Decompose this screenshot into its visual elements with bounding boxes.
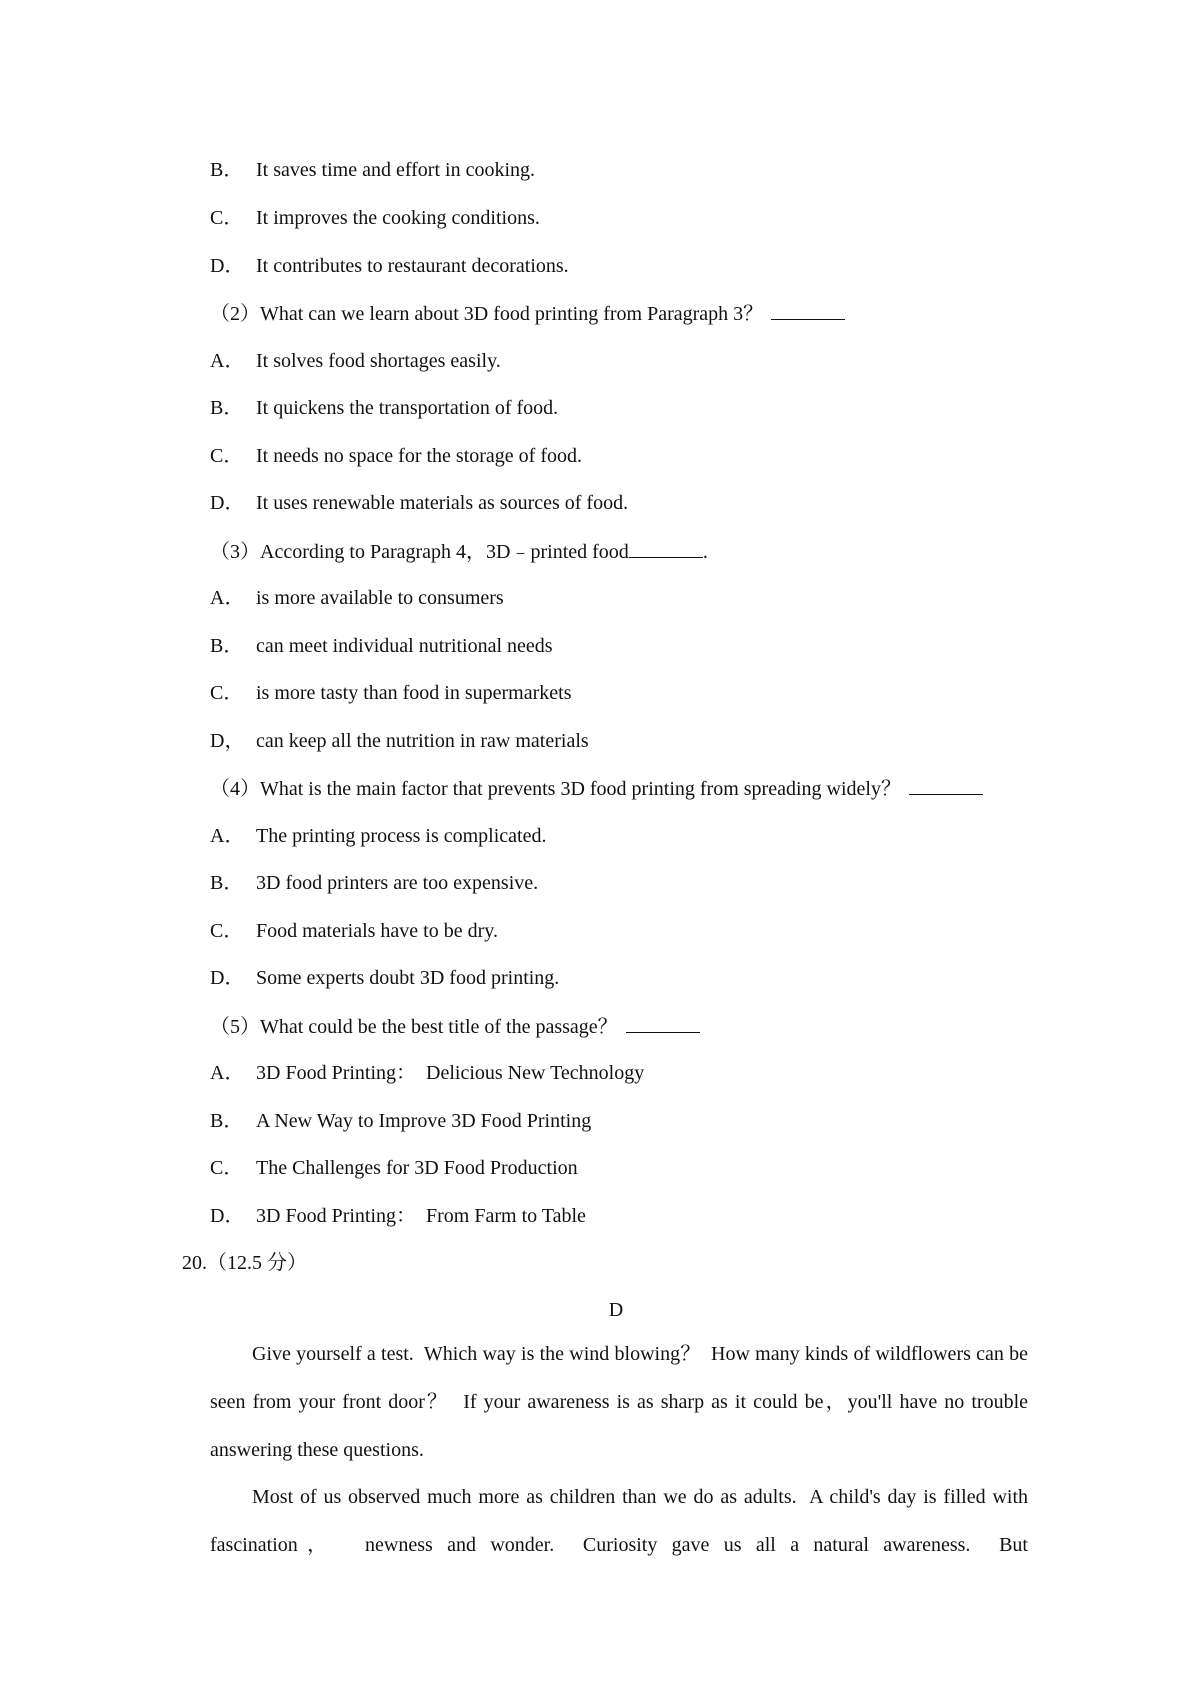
option-letter: D． bbox=[210, 967, 245, 989]
q5-option-b bbox=[210, 1109, 591, 1133]
q5-option-a bbox=[210, 1061, 644, 1085]
option-letter: D， bbox=[210, 730, 245, 752]
q3-option-c bbox=[210, 681, 572, 705]
q1-option-b bbox=[210, 158, 535, 182]
q4-option-a bbox=[210, 824, 546, 848]
q2-option-c bbox=[210, 444, 582, 468]
question-20-heading: 20.（12.5 分） bbox=[182, 1252, 307, 1274]
q2-option-d bbox=[210, 491, 628, 515]
q5-option-d bbox=[210, 1204, 586, 1228]
option-text: A New Way to Improve 3D Food Printing bbox=[256, 1110, 592, 1132]
option-letter: D． bbox=[210, 255, 245, 277]
option-text: It quickens the transportation of food. bbox=[256, 397, 559, 419]
question-text: （2）What can we learn about 3D food printing from Paragraph 3？ bbox=[210, 303, 764, 325]
answer-blank bbox=[629, 539, 703, 558]
q4-stem bbox=[210, 776, 983, 801]
option-letter: D． bbox=[210, 492, 245, 514]
option-text: 3D Food Printing： From Farm to Table bbox=[256, 1205, 586, 1227]
q2-option-a bbox=[210, 349, 501, 373]
option-letter: C． bbox=[210, 207, 244, 229]
option-text: can meet individual nutritional needs bbox=[256, 635, 553, 657]
q1-option-c bbox=[210, 206, 540, 230]
q3-option-d bbox=[210, 729, 589, 753]
option-letter: C． bbox=[210, 1157, 244, 1179]
option-text: It saves time and effort in cooking. bbox=[256, 159, 536, 181]
option-text: Some experts doubt 3D food printing. bbox=[256, 967, 560, 989]
passage-paragraph-2 bbox=[210, 1473, 1033, 1569]
option-letter: A． bbox=[210, 350, 245, 372]
question-text: （3）According to Paragraph 4，3D﹣printed food bbox=[210, 541, 629, 563]
question-text: （4）What is the main factor that prevents 3D food printing from spreading widely？ bbox=[210, 778, 901, 800]
paragraph-text: Give yourself a test. Which way is the wind blowing？ How many kinds of wildflowers can be seen from your front door？ If your awareness is as sharp as it could be，you'll have no trouble answering these questions. bbox=[210, 1343, 1033, 1461]
q2-option-b bbox=[210, 396, 558, 420]
q2-stem bbox=[210, 301, 845, 326]
q1-option-d bbox=[210, 254, 569, 278]
option-text: It contributes to restaurant decorations. bbox=[256, 255, 569, 277]
option-letter: A． bbox=[210, 587, 245, 609]
answer-blank bbox=[626, 1014, 700, 1033]
option-letter: C． bbox=[210, 920, 244, 942]
option-text: It solves food shortages easily. bbox=[256, 350, 501, 372]
option-text: The printing process is complicated. bbox=[256, 825, 547, 847]
option-letter: C． bbox=[210, 682, 244, 704]
q3-stem bbox=[210, 539, 708, 564]
option-text: is more tasty than food in supermarkets bbox=[256, 682, 572, 704]
option-text: 3D food printers are too expensive. bbox=[256, 872, 539, 894]
answer-blank bbox=[771, 301, 845, 320]
paragraph-text: Most of us observed much more as children than we do as adults. A child's day is filled with fascination， newness and wonder. Curiosity gave us all a natural awareness. But bbox=[210, 1486, 1033, 1556]
q5-option-c bbox=[210, 1156, 578, 1180]
option-letter: C． bbox=[210, 445, 244, 467]
option-text: It needs no space for the storage of food. bbox=[256, 445, 582, 467]
q4-option-d bbox=[210, 966, 559, 990]
option-text: 3D Food Printing： Delicious New Technology bbox=[256, 1062, 645, 1084]
option-letter: B． bbox=[210, 397, 244, 419]
q4-option-c bbox=[210, 919, 498, 943]
option-text: It uses renewable materials as sources of food. bbox=[256, 492, 629, 514]
option-letter: B． bbox=[210, 872, 244, 894]
passage-paragraph-1 bbox=[210, 1330, 1033, 1474]
option-text: It improves the cooking conditions. bbox=[256, 207, 540, 229]
option-text: Food materials have to be dry. bbox=[256, 920, 498, 942]
passage-label: D bbox=[608, 1299, 624, 1321]
option-text: The Challenges for 3D Food Production bbox=[256, 1157, 578, 1179]
answer-blank bbox=[909, 776, 983, 795]
question-end: . bbox=[702, 541, 708, 563]
q3-option-b bbox=[210, 634, 553, 658]
option-letter: B． bbox=[210, 1110, 244, 1132]
q3-option-a bbox=[210, 586, 504, 610]
option-letter: B． bbox=[210, 159, 244, 181]
q4-option-b bbox=[210, 871, 538, 895]
option-text: can keep all the nutrition in raw materials bbox=[256, 730, 589, 752]
option-text: is more available to consumers bbox=[256, 587, 504, 609]
question-text: （5）What could be the best title of the passage？ bbox=[210, 1016, 618, 1038]
option-letter: A． bbox=[210, 1062, 245, 1084]
option-letter: A． bbox=[210, 825, 245, 847]
option-letter: B． bbox=[210, 635, 244, 657]
option-letter: D． bbox=[210, 1205, 245, 1227]
q5-stem bbox=[210, 1014, 700, 1039]
